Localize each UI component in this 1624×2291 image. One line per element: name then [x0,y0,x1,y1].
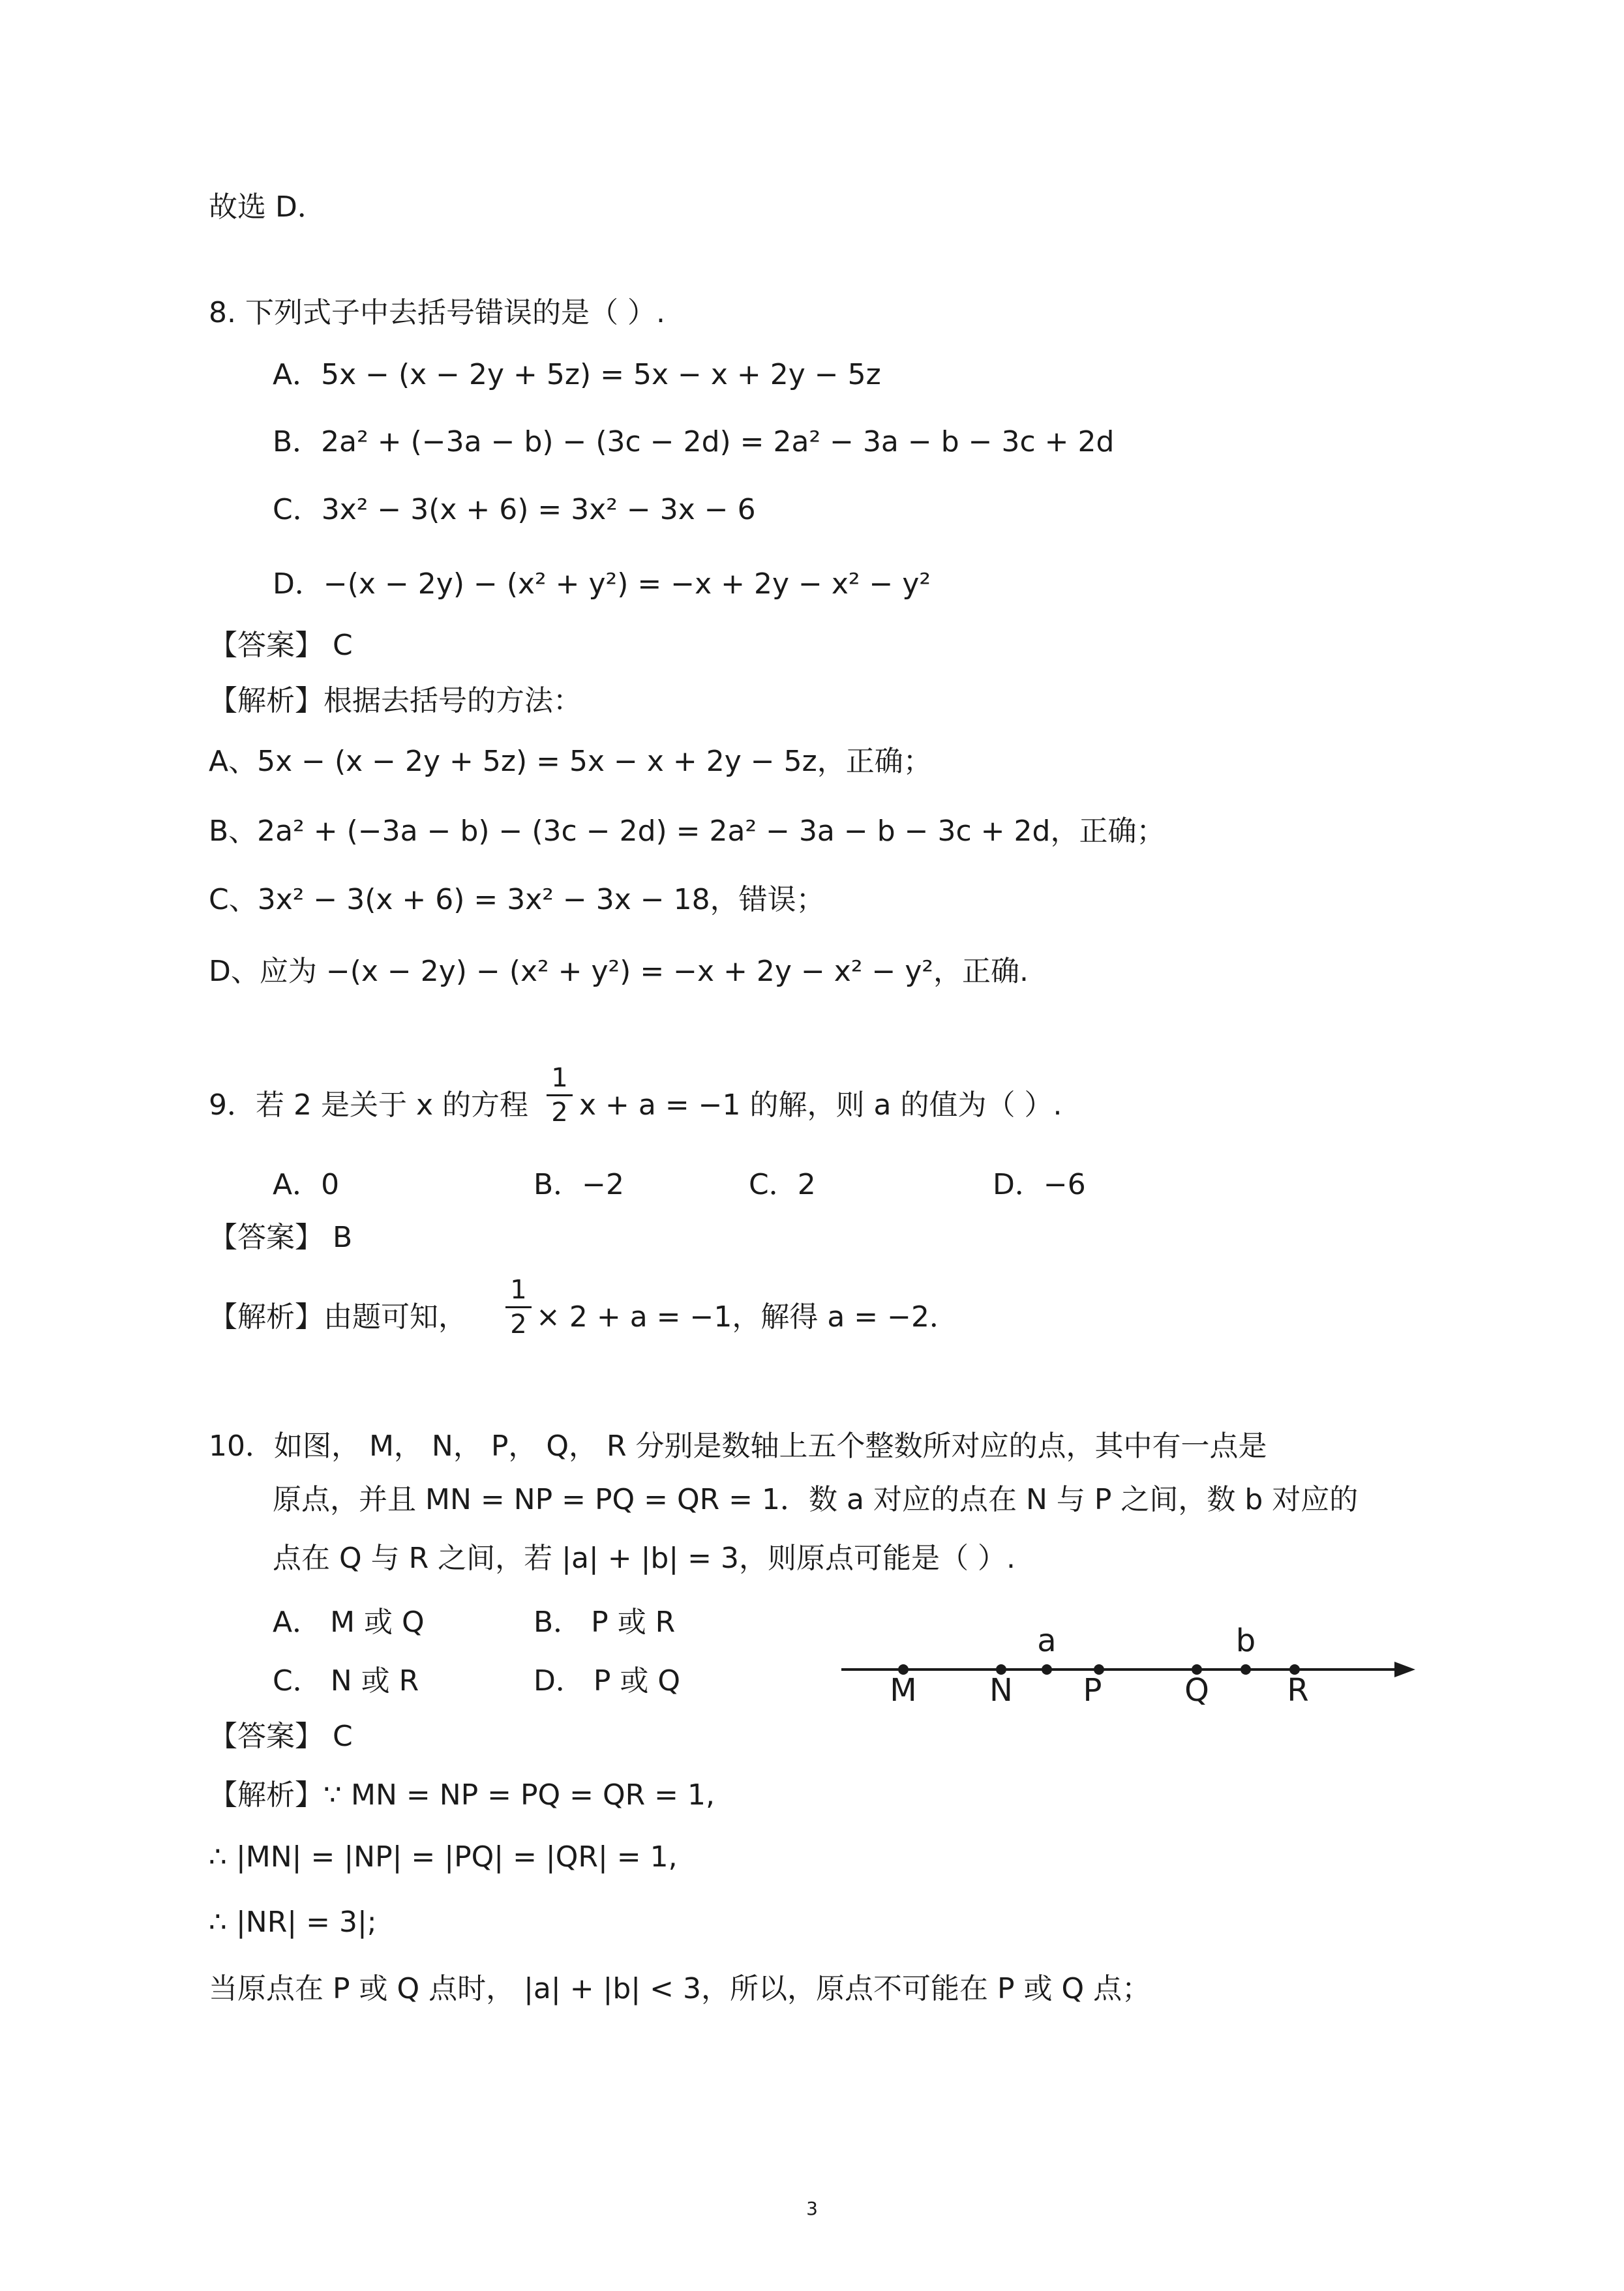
q10-option-a: A． M 或 Q [273,1606,425,1639]
fraction-denominator: 2 [551,1098,568,1128]
q9-explanation-suffix: × 2 + a = −1，解得 a = −2． [536,1300,959,1334]
label-a: a [1037,1623,1057,1659]
label-n: N [989,1672,1013,1709]
q8-explanation-c: C、3x² − 3(x + 6) = 3x² − 3x − 18，错误； [209,883,825,916]
q9-answer: 【答案】 B [209,1221,353,1254]
q8-explanation-b: B、2a² + (−3a − b) − (3c − 2d) = 2a² − 3a − b − 3c + 2d，正确； [209,815,1165,848]
text-line: 故选 D． [209,190,326,224]
q8-explanation: 【解析】根据去括号的方法： [209,684,582,717]
question-9-prefix: 9．若 2 是关于 x 的方程 [209,1088,528,1122]
q8-explanation-d: D、应为 −(x − 2y) − (x² + y²) = −x + 2y − x² − y²，正确. [209,955,1029,988]
number-line-arrow [1394,1662,1415,1677]
q8-option-d: D．−(x − 2y) − (x² + y²) = −x + 2y − x² − y² [273,567,931,601]
q9-explanation-prefix: 【解析】由题可知， [209,1300,467,1334]
q10-explanation-2: ∴ |MN| = |NP| = |PQ| = |QR| = 1, [209,1840,678,1874]
q10-option-c: C． N 或 R [273,1664,419,1698]
q8-option-a: A．5x − (x − 2y + 5z) = 5x − x + 2y − 5z [273,358,881,391]
point-b [1241,1664,1251,1675]
q9-option-a: A．0 [273,1168,340,1201]
q10-explanation-3: ∴ |NR| = 3|; [209,1906,377,1939]
question-8: 8. 下列式子中去括号错误的是（ ）. [209,296,665,329]
question-9-suffix: x + a = −1 的解，则 a 的值为（ ）. [579,1088,1062,1122]
fraction-bar [505,1306,532,1308]
q9-option-b: B．−2 [534,1168,625,1201]
fraction-one-half-explanation [505,1275,532,1340]
label-r: R [1287,1672,1309,1709]
q8-option-b: B．2a² + (−3a − b) − (3c − 2d) = 2a² − 3a − b − 3c + 2d [273,425,1115,458]
fraction-denominator: 2 [510,1310,527,1340]
q8-option-c: C．3x² − 3(x + 6) = 3x² − 3x − 6 [273,493,756,526]
label-m: M [890,1672,917,1709]
fraction-bar [547,1094,573,1096]
q10-explanation-1: 【解析】∵ MN = NP = PQ = QR = 1, [209,1778,715,1812]
point-a [1042,1664,1052,1675]
question-10-line-2: 原点，并且 MN = NP = PQ = QR = 1．数 a 对应的点在 N 与 P 之间，数 b 对应的 [273,1483,1359,1516]
question-10-line-3: 点在 Q 与 R 之间，若 |a| + |b| = 3，则原点可能是（ ）. [273,1542,1015,1575]
q10-option-d: D． P 或 Q [534,1664,681,1698]
question-10-line-1: 10．如图， M， N， P， Q， R 分别是数轴上五个整数所对应的点，其中有一点是 [209,1430,1267,1463]
label-p: P [1083,1672,1102,1709]
q10-option-b: B． P 或 R [534,1606,676,1639]
q8-explanation-a: A、5x − (x − 2y + 5z) = 5x − x + 2y − 5z，正确； [209,745,932,778]
q8-answer: 【答案】 C [209,629,353,662]
number-line-figure [828,1604,1428,1709]
label-q: Q [1184,1672,1209,1709]
fraction-one-half [547,1063,573,1128]
fraction-numerator: 1 [510,1275,527,1305]
fraction-numerator: 1 [551,1063,568,1093]
page-number: 3 [806,2198,818,2219]
label-b: b [1235,1623,1256,1659]
q10-answer: 【答案】 C [209,1720,353,1753]
q9-option-d: D．−6 [993,1168,1086,1201]
q10-explanation-4: 当原点在 P 或 Q 点时， |a| + |b| < 3，所以，原点不可能在 P 或 Q 点； [209,1972,1151,2005]
q9-option-c: C．2 [749,1168,816,1201]
